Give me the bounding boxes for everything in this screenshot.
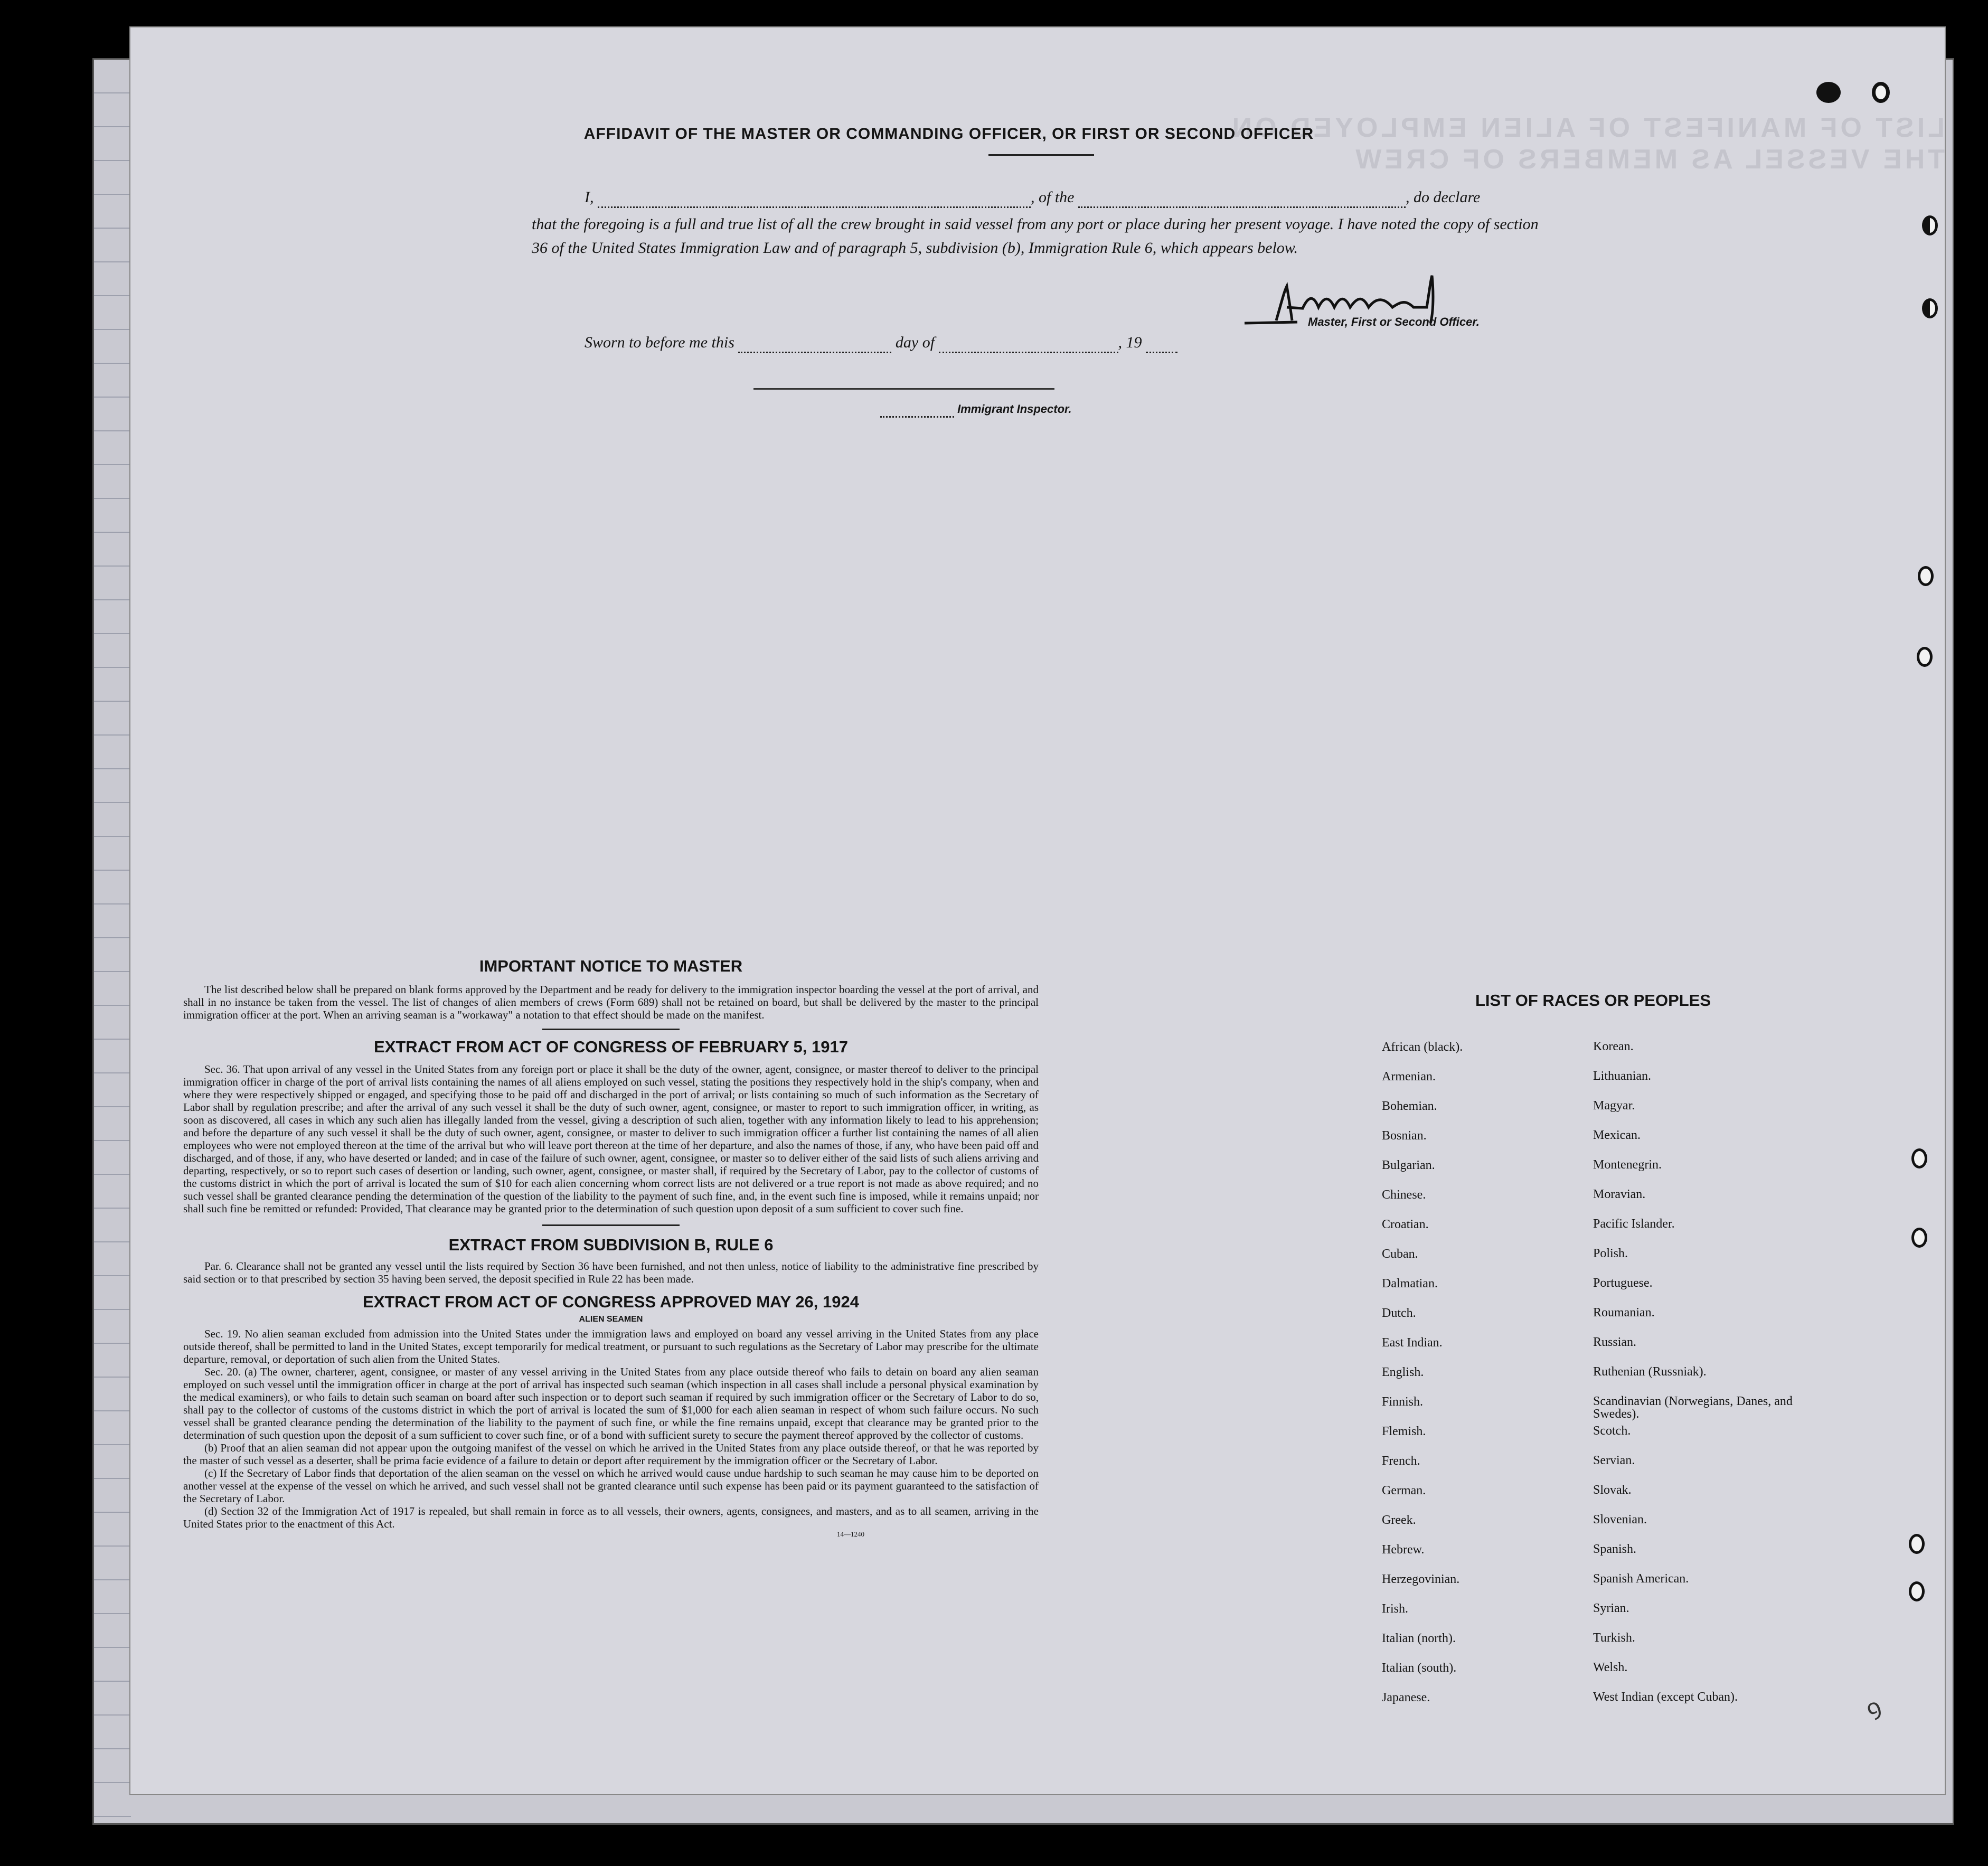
alien-seamen-subtitle: ALIEN SEAMEN — [579, 1315, 643, 1324]
race-entry: Slovenian. — [1593, 1513, 1647, 1526]
races-title: LIST OF RACES OR PEOPLES — [1475, 991, 1711, 1010]
race-entry: Italian (south). — [1382, 1661, 1457, 1675]
sworn-line — [585, 334, 1271, 353]
race-entry: Roumanian. — [1593, 1306, 1655, 1320]
race-row — [1382, 1602, 1804, 1632]
subdivision-b-title: EXTRACT FROM SUBDIVISION B, RULE 6 — [448, 1236, 774, 1254]
race-entry: Dalmatian. — [1382, 1277, 1438, 1290]
section-divider — [542, 1224, 680, 1226]
race-entry: Herzegovinian. — [1382, 1572, 1460, 1586]
sec19-text: Sec. 19. No alien seaman excluded from admission into the United States under the immigration laws and employed on board any vessel arriving in the United States from any place outside thereof, shall be permitted to land in the United States, except temporarily for medical treatment, or pursuant to such regulations as the Secretary of Labor may prescribe for the ultimate departure, removal, or deportation of such alien from the United States. — [183, 1327, 1039, 1365]
race-entry: Scotch. — [1593, 1424, 1631, 1438]
race-row — [1382, 1306, 1804, 1336]
race-row — [1382, 1040, 1804, 1070]
race-entry: Spanish American. — [1593, 1572, 1689, 1586]
binder-hole-icon — [1911, 1228, 1927, 1248]
handwritten-mark: ꝰ — [1862, 1691, 1889, 1735]
race-entry: Italian (north). — [1382, 1632, 1456, 1645]
race-entry: Mexican. — [1593, 1128, 1641, 1142]
race-row — [1382, 1158, 1804, 1188]
race-entry: Syrian. — [1593, 1601, 1629, 1615]
race-entry: Bulgarian. — [1382, 1158, 1435, 1172]
inspector-line — [880, 402, 1072, 418]
race-entry: Servian. — [1593, 1454, 1635, 1467]
race-entry: German. — [1382, 1484, 1426, 1497]
binder-hole-icon — [1922, 298, 1938, 318]
race-entry: Flemish. — [1382, 1425, 1426, 1438]
declaration-line — [585, 189, 1683, 208]
of-the-label: , of the — [1031, 189, 1075, 206]
binder-hole-icon — [1922, 215, 1938, 235]
race-entry: Bosnian. — [1382, 1129, 1427, 1143]
race-entry: Hebrew. — [1382, 1543, 1425, 1557]
binder-hole-icon — [1909, 1534, 1925, 1554]
race-entry: Montenegrin. — [1593, 1158, 1662, 1172]
form-page — [129, 26, 1946, 1795]
extract-1917-text: Sec. 36. That upon arrival of any vessel in the United States from any foreign port or place it shall be the duty of the owner, agent, consignee, or master thereof to deliver to the principal immigration officer in charge of the port of arrival lists containing the names of all aliens employed on such vessel, stating the positions they respectively hold in the ship's company, when and where they were respectively shipped or engaged, and specifying those to be paid off and discharged in the port of arrival; or lists containing so much of such information as the Secretary of Labor shall by regulation prescribe; and after the arrival of any such vessel it shall be the duty of such owner, agent, consignee, or master to report to such immigration officer, in writing, as soon as discovered, all cases in which any such alien has illegally landed from the vessel, giving a description of such alien, together with any information likely to lead to his apprehension; and before the departure of any such vessel it shall be the duty of such owner, agent, consignee, or master to deliver to such immigration officer a further list containing the names of all alien employees who were not employed thereon at the time of the arrival but who will leave port thereon at the time of her departure, and also the names of those, if any, who have been paid off and discharged, and of those, if any, who have deserted or landed; and in case of the failure of such owner, agent, consignee, or master so to deliver either of the said lists of such aliens arriving and departing, respectively, or so to report such cases of desertion or landing, such owner, agent, consignee, or master shall, if required by the Secretary of Labor, pay to the collector of customs of the customs district in which the port of arrival is located the sum of $10 for each alien concerning whom correct lists are not delivered or a true report is not made as above required; and no such vessel shall be granted clearance pending the determination of the question of the liability to the payment of such fine, and, in the event such fine is imposed, while it remains unpaid; nor shall such fine be remitted or refunded: Provided, That clearance may be granted prior to the determination of such question upon deposit of a sum sufficient to cover such fine. — [183, 1063, 1039, 1215]
sworn-year-field[interactable] — [1146, 334, 1177, 353]
extract-1917-title: EXTRACT FROM ACT OF CONGRESS OF FEBRUARY 5, 1917 — [374, 1038, 848, 1056]
race-entry: Moravian. — [1593, 1188, 1646, 1201]
legal-column — [183, 957, 1039, 1539]
race-row — [1382, 1188, 1804, 1218]
race-row — [1382, 1277, 1804, 1306]
race-entry: Pacific Islander. — [1593, 1217, 1675, 1231]
race-row — [1382, 1336, 1804, 1365]
year-label: , 19 — [1118, 334, 1142, 351]
race-entry: Scandinavian (Norwegians, Danes, and Swedes). — [1593, 1394, 1793, 1421]
races-list — [1382, 1040, 1804, 1720]
sec20a-text: Sec. 20. (a) The owner, charterer, agent, consignee, or master of any vessel arriving in the United States from any place outside thereof who fails to detain on board any alien seaman employed on such vessel until the immigration officer in charge at the port of arrival has inspected such seaman (which inspection in all cases shall include a personal physical examination by the medical examiners), or who fails to detain such seaman on board after such inspection or to deport such seaman if required by such immigration officer or the Secretary of Labor to do so, shall pay to the collector of customs of the customs district in which the port of arrival is located the sum of $1,000 for each alien seaman in respect of whom such failure occurs. No such vessel shall be granted clearance pending the determination of the liability to the payment of such fine, or while the fine remains unpaid, except that clearance may be granted prior to the determination of such question upon the deposit of a sum sufficient to cover such fine, or of a bond with sufficient surety to secure the payment thereof approved by the collector of customs. — [183, 1365, 1039, 1441]
inspector-field[interactable] — [880, 402, 954, 418]
race-entry: Bohemian. — [1382, 1099, 1437, 1113]
section-divider — [542, 1029, 680, 1030]
sworn-label: Sworn to before me this — [585, 334, 734, 351]
signature-caption: Master, First or Second Officer. — [1308, 315, 1480, 328]
sworn-month-field[interactable] — [939, 334, 1118, 353]
inspector-signature-line — [753, 388, 1054, 390]
subdivision-b-text: Par. 6. Clearance shall not be granted any vessel until the lists required by Section 36 have been furnished, and not then unless, notice of liability to the administrative fine prescribed by said section or to that prescribed by section 35 having been served, the deposit specified in Rule 22 has been made. — [183, 1260, 1039, 1285]
race-entry: French. — [1382, 1454, 1420, 1468]
race-entry: Chinese. — [1382, 1188, 1426, 1202]
affidavit-body: that the foregoing is a full and true list of all the crew brought in said vessel from any port or place during her present voyage. I have noted the copy of section 36 of the United States Immigration Law and of paragraph 5, subdivision (b), Immigration Rule 6, which appears below. — [532, 215, 1539, 257]
vessel-field[interactable] — [1078, 189, 1406, 208]
sworn-day-field[interactable] — [738, 334, 891, 353]
inspector-label: Immigrant Inspector. — [957, 402, 1072, 416]
race-row — [1382, 1365, 1804, 1395]
race-entry: Cuban. — [1382, 1247, 1418, 1261]
race-entry: West Indian (except Cuban). — [1593, 1690, 1738, 1704]
sec20b-text: (b) Proof that an alien seaman did not appear upon the outgoing manifest of the vessel on which he arrived in the United States from any place outside thereof, or that he was reported by the master of such vessel as a deserter, shall be prima facie evidence of a failure to detain or deport after requirement by the immigration officer or the Secretary of Labor. — [183, 1441, 1039, 1467]
title-rule — [988, 154, 1094, 156]
race-row — [1382, 1484, 1804, 1513]
extract-1924-title: EXTRACT FROM ACT OF CONGRESS APPROVED MAY 26, 1924 — [363, 1293, 859, 1311]
race-entry: Welsh. — [1593, 1661, 1628, 1674]
form-number: 14—1240 — [837, 1530, 864, 1538]
sec20c-text: (c) If the Secretary of Labor finds that deportation of the alien seaman on the vessel on which he arrived would cause undue hardship to such seaman he may cause him to be deported on another vessel at the expense of the vessel on which he arrived, and such vessel shall not be granted clearance until such expense has been paid or its payment guaranteed to the satisfaction of the Secretary of Labor. — [183, 1467, 1039, 1505]
race-entry: Russian. — [1593, 1335, 1637, 1349]
race-entry: Portuguese. — [1593, 1276, 1653, 1290]
race-entry: Turkish. — [1593, 1631, 1635, 1645]
ledger-rules — [94, 60, 131, 1823]
race-row — [1382, 1691, 1804, 1720]
do-declare-label: , do declare — [1406, 189, 1481, 206]
race-row — [1382, 1543, 1804, 1572]
race-entry: Slovak. — [1593, 1483, 1632, 1497]
race-row — [1382, 1099, 1804, 1129]
race-row — [1382, 1572, 1804, 1602]
race-entry: African (black). — [1382, 1040, 1463, 1054]
race-row — [1382, 1129, 1804, 1158]
race-entry: Dutch. — [1382, 1306, 1416, 1320]
race-row — [1382, 1247, 1804, 1277]
notice-title: IMPORTANT NOTICE TO MASTER — [479, 957, 743, 975]
race-row — [1382, 1425, 1804, 1454]
notice-text: The list described below shall be prepared on blank forms approved by the Department and be ready for delivery to the immigration inspector boarding the vessel at the port of arrival, and shall in no instance be taken from the vessel. The list of changes of alien members of crews (Form 689) shall not be retained on board, but shall be delivered by the master to the principal immigration officer at the port. When an arriving seaman is a "workaway" a notation to that effect should be made on the manifest. — [183, 983, 1039, 1021]
bleed-through-heading: LIST OF MANIFEST OF ALIEN EMPLOYED ON THE VESSEL AS MEMBERS OF CREW — [1229, 112, 1945, 175]
race-entry: Irish. — [1382, 1602, 1408, 1616]
race-entry: Armenian. — [1382, 1070, 1436, 1083]
race-entry: Spanish. — [1593, 1542, 1637, 1556]
race-entry: Greek. — [1382, 1513, 1416, 1527]
affidavit-title: AFFIDAVIT OF THE MASTER OR COMMANDING OFFICER, OR FIRST OR SECOND OFFICER — [583, 125, 1314, 143]
race-entry: Korean. — [1593, 1040, 1634, 1053]
punched-hole-icon — [1872, 82, 1890, 103]
race-entry: Japanese. — [1382, 1691, 1430, 1704]
i-label: I, — [585, 189, 594, 206]
race-entry: East Indian. — [1382, 1336, 1443, 1350]
binder-hole-icon — [1911, 1148, 1927, 1168]
binder-hole-icon — [1917, 647, 1933, 667]
race-row — [1382, 1454, 1804, 1484]
race-entry: Ruthenian (Russniak). — [1593, 1365, 1707, 1379]
race-row — [1382, 1632, 1804, 1661]
binder-hole-icon — [1918, 566, 1934, 586]
race-entry: Finnish. — [1382, 1395, 1424, 1409]
race-entry: Croatian. — [1382, 1218, 1429, 1231]
sec20d-text: (d) Section 32 of the Immigration Act of 1917 is repealed, but shall remain in force as to all vessels, their owners, agents, consignees, and masters, and as to all seamen, arriving in the United States prior to the enactment of this Act. — [183, 1505, 1039, 1530]
race-row — [1382, 1395, 1804, 1425]
punched-hole-icon — [1816, 82, 1841, 103]
race-entry: Polish. — [1593, 1247, 1628, 1260]
race-row — [1382, 1513, 1804, 1543]
race-entry: Lithuanian. — [1593, 1069, 1651, 1083]
binder-hole-icon — [1909, 1581, 1925, 1601]
name-field[interactable] — [598, 189, 1031, 208]
race-row — [1382, 1070, 1804, 1099]
race-entry: Magyar. — [1593, 1099, 1635, 1113]
race-row — [1382, 1218, 1804, 1247]
race-row — [1382, 1661, 1804, 1691]
day-of-label: day of — [895, 334, 935, 351]
race-entry: English. — [1382, 1365, 1424, 1379]
